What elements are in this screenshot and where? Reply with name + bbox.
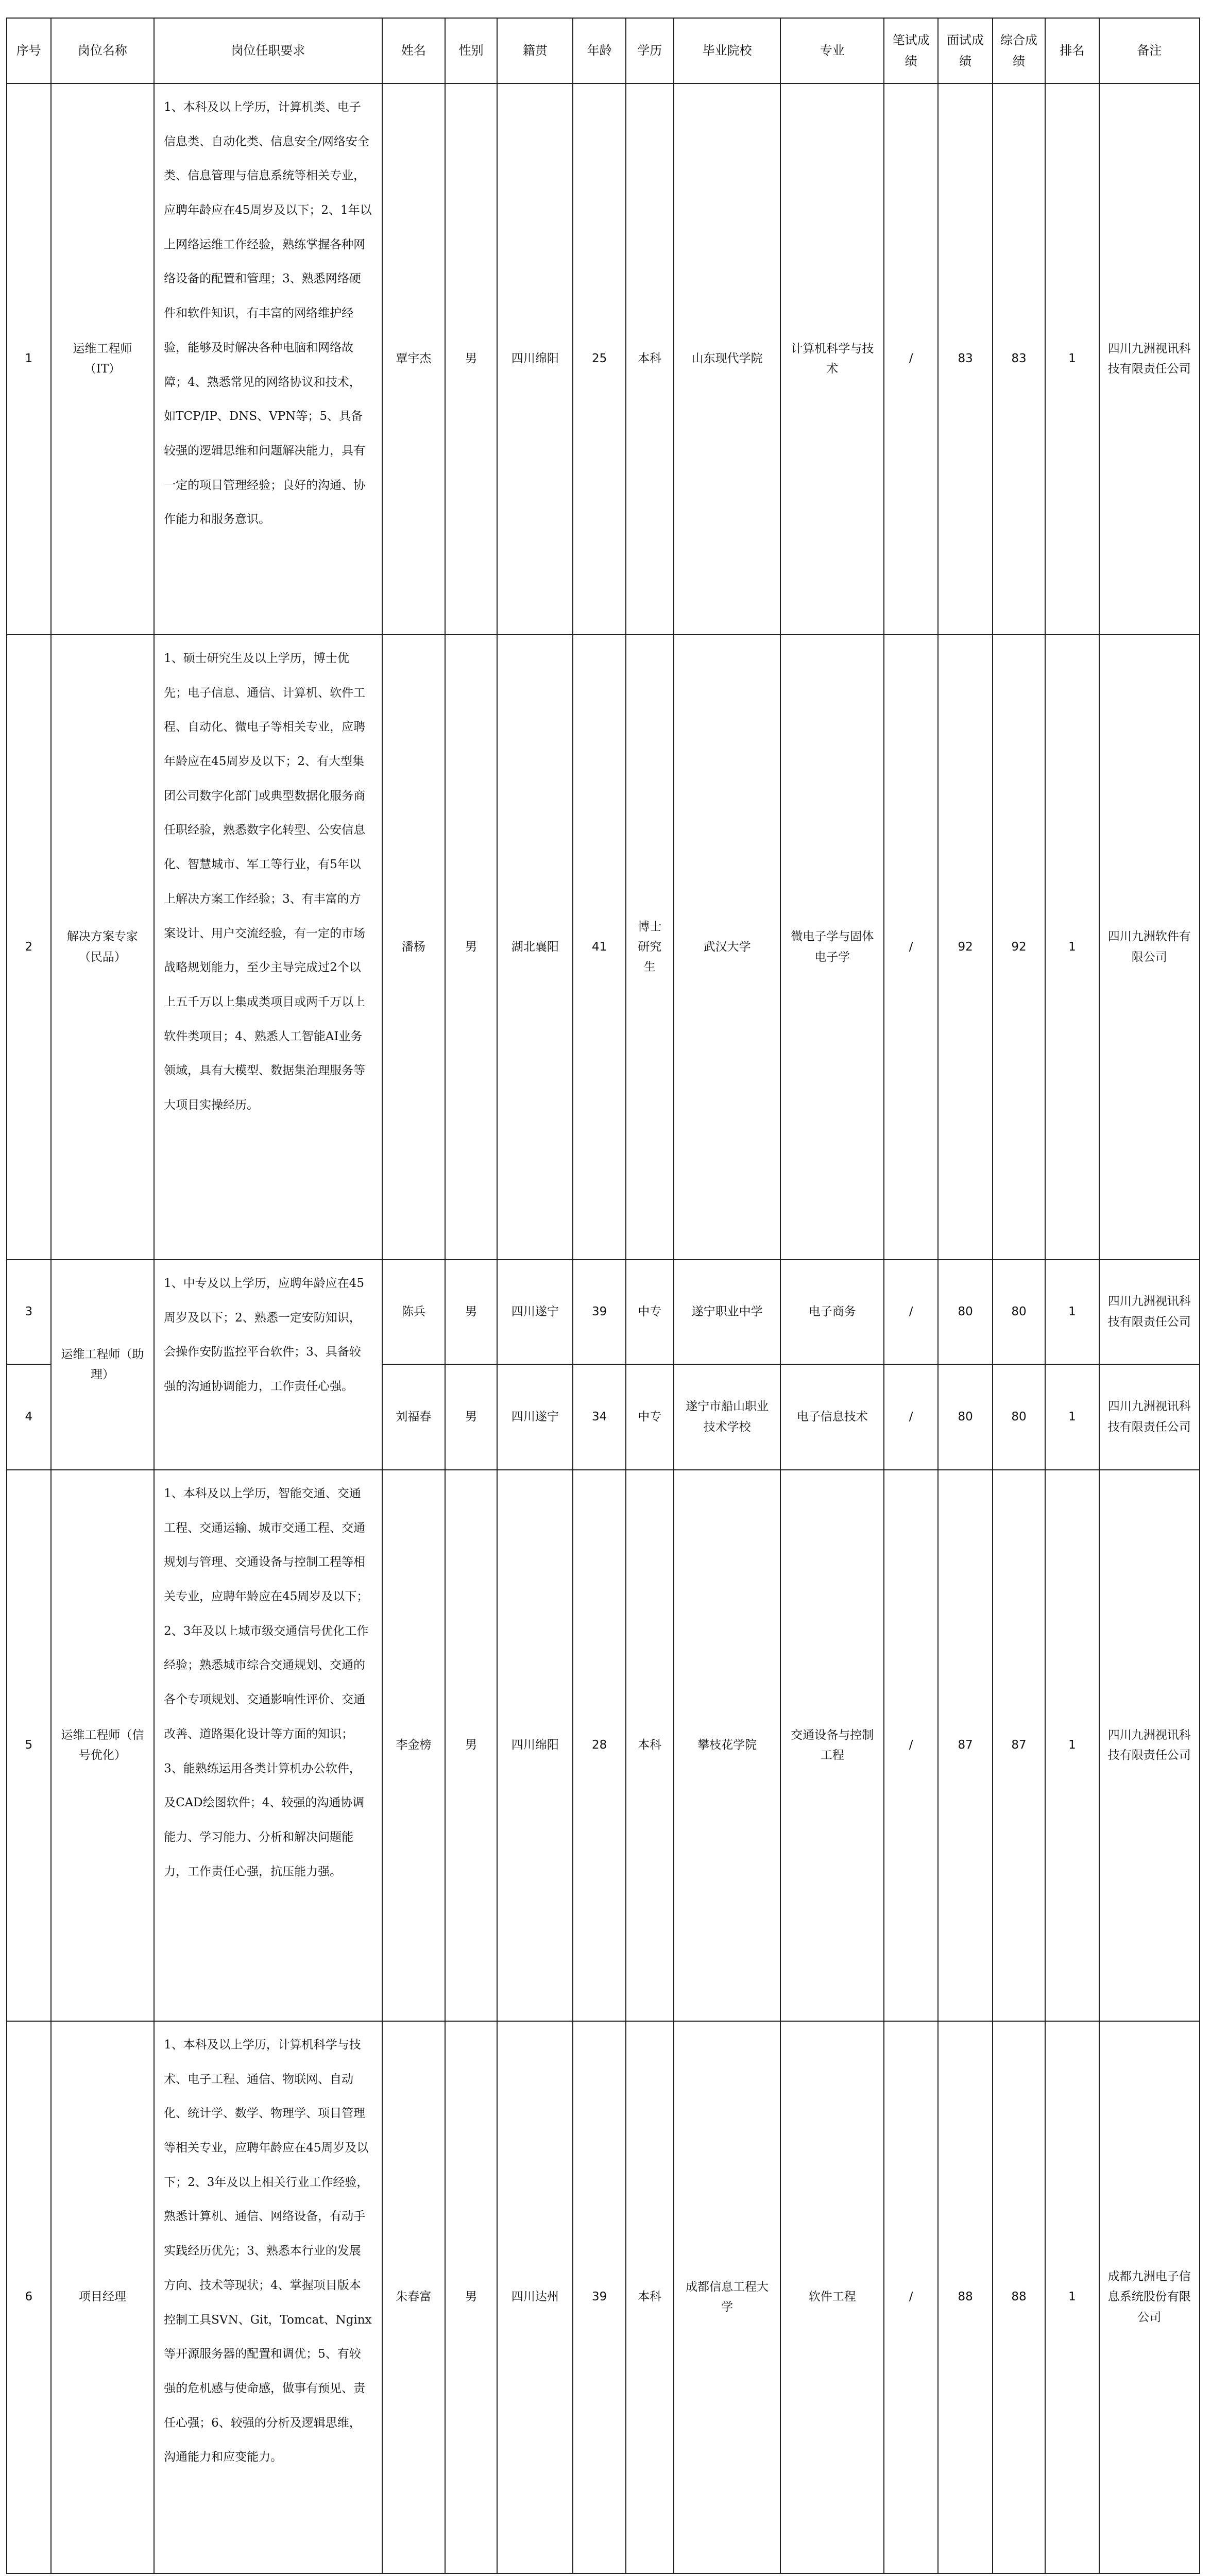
cell-major: 电子商务 [780, 1260, 883, 1364]
header-written-score: 笔试成绩 [884, 18, 938, 83]
cell-major: 交通设备与控制工程 [780, 1470, 883, 2021]
cell-note: 四川九洲视讯科技有限责任公司 [1099, 1364, 1200, 1470]
cell-requirement: 1、本科及以上学历，计算机类、电子信息类、自动化类、信息安全/网络安全类、信息管理与信息系统等相关专业，应聘年龄应在45周岁及以下；2、1年以上网络运维工作经验，熟练掌握各种网络设备的配置和管理；3、熟悉网络硬件和软件知识，有丰富的网络维护经验，能够及时解决各种电脑和网络故障；4、熟悉常见的网络协议和技术，如TCP/IP、DNS、VPN等；5、具备较强的逻辑思维和问题解决能力，具有一定的项目管理经验；良好的沟通、协作能力和服务意识。 [154, 83, 382, 635]
cell-school: 武汉大学 [674, 635, 781, 1260]
table-header-row [7, 18, 1200, 83]
header-requirement: 岗位任职要求 [154, 18, 382, 83]
header-interview-score: 面试成绩 [938, 18, 992, 83]
table-row [7, 2021, 1200, 2573]
cell-requirement: 1、硕士研究生及以上学历，博士优先；电子信息、通信、计算机、软件工程、自动化、微电子等相关专业，应聘年龄应在45周岁及以下；2、有大型集团公司数字化部门或典型数据化服务商任职经验，熟悉数字化转型、公安信息化、智慧城市、军工等行业，有5年以上解决方案工作经验；3、有丰富的方案设计、用户交流经验，有一定的市场战略规划能力，至少主导完成过2个以上五千万以上集成类项目或两千万以上软件类项目；4、熟悉人工智能AI业务领域，具有大模型、数据集治理服务等大项目实操经历。 [154, 635, 382, 1260]
cell-interview-score: 87 [938, 1470, 992, 2021]
cell-requirement: 1、本科及以上学历，计算机科学与技术、电子工程、通信、物联网、自动化、统计学、数学、物理学、项目管理等相关专业，应聘年龄应在45周岁及以下；2、3年及以上相关行业工作经验，熟悉计算机、通信、网络设备，有动手实践经历优先；3、熟悉本行业的发展方向、技术等现状；4、掌握项目版本控制工具SVN、Git，Tomcat、Nginx等开源服务器的配置和调优；5、有较强的危机感与使命感，做事有预见、责任心强；6、较强的分析及逻辑思维，沟通能力和应变能力。 [154, 2021, 382, 2573]
header-position: 岗位名称 [51, 18, 154, 83]
cell-gender: 男 [445, 2021, 497, 2573]
cell-major: 计算机科学与技术 [780, 83, 883, 635]
cell-position: 解决方案专家（民品） [51, 635, 154, 1260]
header-origin: 籍贯 [497, 18, 573, 83]
cell-origin: 湖北襄阳 [497, 635, 573, 1260]
cell-education: 中专 [626, 1260, 674, 1364]
header-rank: 排名 [1045, 18, 1099, 83]
cell-major: 电子信息技术 [780, 1364, 883, 1470]
cell-written-score: / [884, 1364, 938, 1470]
cell-interview-score: 80 [938, 1364, 992, 1470]
cell-school: 山东现代学院 [674, 83, 781, 635]
cell-education: 本科 [626, 2021, 674, 2573]
cell-education: 中专 [626, 1364, 674, 1470]
cell-origin: 四川遂宁 [497, 1260, 573, 1364]
cell-interview-score: 92 [938, 635, 992, 1260]
cell-name: 刘福春 [382, 1364, 445, 1470]
cell-school: 遂宁市船山职业技术学校 [674, 1364, 781, 1470]
cell-rank: 1 [1045, 1470, 1099, 2021]
cell-rank: 1 [1045, 1364, 1099, 1470]
cell-gender: 男 [445, 1364, 497, 1470]
cell-age: 41 [573, 635, 625, 1260]
header-major: 专业 [780, 18, 883, 83]
cell-note: 四川九洲视讯科技有限责任公司 [1099, 83, 1200, 635]
cell-requirement: 1、中专及以上学历，应聘年龄应在45周岁及以下；2、熟悉一定安防知识，会操作安防监控平台软件；3、具备较强的沟通协调能力，工作责任心强。 [154, 1260, 382, 1470]
cell-written-score: / [884, 1260, 938, 1364]
cell-note: 四川九洲视讯科技有限责任公司 [1099, 1260, 1200, 1364]
cell-school: 成都信息工程大学 [674, 2021, 781, 2573]
cell-major: 软件工程 [780, 2021, 883, 2573]
cell-origin: 四川绵阳 [497, 83, 573, 635]
header-note: 备注 [1099, 18, 1200, 83]
header-age: 年龄 [573, 18, 625, 83]
cell-major: 微电子学与固体电子学 [780, 635, 883, 1260]
cell-origin: 四川达州 [497, 2021, 573, 2573]
cell-gender: 男 [445, 83, 497, 635]
cell-name: 朱春富 [382, 2021, 445, 2573]
cell-total-score: 83 [993, 83, 1045, 635]
cell-position: 运维工程师（IT） [51, 83, 154, 635]
cell-rank: 1 [1045, 83, 1099, 635]
cell-school: 遂宁职业中学 [674, 1260, 781, 1364]
header-school: 毕业院校 [674, 18, 781, 83]
cell-name: 潘杨 [382, 635, 445, 1260]
cell-no: 4 [7, 1364, 51, 1470]
cell-interview-score: 80 [938, 1260, 992, 1364]
cell-interview-score: 83 [938, 83, 992, 635]
cell-gender: 男 [445, 1470, 497, 2021]
header-no: 序号 [7, 18, 51, 83]
cell-position: 项目经理 [51, 2021, 154, 2573]
header-gender: 性别 [445, 18, 497, 83]
cell-rank: 1 [1045, 1260, 1099, 1364]
cell-education: 博士研究生 [626, 635, 674, 1260]
cell-no: 1 [7, 83, 51, 635]
cell-school: 攀枝花学院 [674, 1470, 781, 2021]
cell-age: 39 [573, 2021, 625, 2573]
cell-name: 李金榜 [382, 1470, 445, 2021]
cell-position: 运维工程师（助理） [51, 1260, 154, 1470]
cell-name: 覃宇杰 [382, 83, 445, 635]
cell-education: 本科 [626, 83, 674, 635]
cell-position: 运维工程师（信号优化） [51, 1470, 154, 2021]
table-row [7, 1260, 1200, 1364]
cell-no: 6 [7, 2021, 51, 2573]
cell-total-score: 87 [993, 1470, 1045, 2021]
cell-written-score: / [884, 1470, 938, 2021]
cell-written-score: / [884, 2021, 938, 2573]
cell-total-score: 80 [993, 1260, 1045, 1364]
cell-requirement: 1、本科及以上学历，智能交通、交通工程、交通运输、城市交通工程、交通规划与管理、交通设备与控制工程等相关专业，应聘年龄应在45周岁及以下；2、3年及以上城市级交通信号优化工作经验；熟悉城市综合交通规划、交通的各个专项规划、交通影响性评价、交通改善、道路渠化设计等方面的知识；3、能熟练运用各类计算机办公软件，及CAD绘图软件；4、较强的沟通协调能力、学习能力、分析和解决问题能力，工作责任心强，抗压能力强。 [154, 1470, 382, 2021]
cell-interview-score: 88 [938, 2021, 992, 2573]
cell-no: 2 [7, 635, 51, 1260]
cell-note: 成都九洲电子信息系统股份有限公司 [1099, 2021, 1200, 2573]
cell-education: 本科 [626, 1470, 674, 2021]
cell-gender: 男 [445, 1260, 497, 1364]
cell-gender: 男 [445, 635, 497, 1260]
cell-rank: 1 [1045, 2021, 1099, 2573]
cell-age: 25 [573, 83, 625, 635]
cell-written-score: / [884, 83, 938, 635]
cell-rank: 1 [1045, 635, 1099, 1260]
cell-origin: 四川遂宁 [497, 1364, 573, 1470]
cell-age: 28 [573, 1470, 625, 2021]
cell-written-score: / [884, 635, 938, 1260]
cell-no: 5 [7, 1470, 51, 2021]
header-name: 姓名 [382, 18, 445, 83]
cell-name: 陈兵 [382, 1260, 445, 1364]
cell-age: 39 [573, 1260, 625, 1364]
cell-origin: 四川绵阳 [497, 1470, 573, 2021]
cell-no: 3 [7, 1260, 51, 1364]
cell-total-score: 88 [993, 2021, 1045, 2573]
cell-note: 四川九洲视讯科技有限责任公司 [1099, 1470, 1200, 2021]
table-row [7, 83, 1200, 635]
cell-note: 四川九洲软件有限公司 [1099, 635, 1200, 1260]
cell-total-score: 92 [993, 635, 1045, 1260]
header-total-score: 综合成绩 [993, 18, 1045, 83]
cell-age: 34 [573, 1364, 625, 1470]
table-row [7, 635, 1200, 1260]
cell-total-score: 80 [993, 1364, 1045, 1470]
header-education: 学历 [626, 18, 674, 83]
table-row [7, 1470, 1200, 2021]
recruitment-results-table [6, 18, 1200, 2574]
